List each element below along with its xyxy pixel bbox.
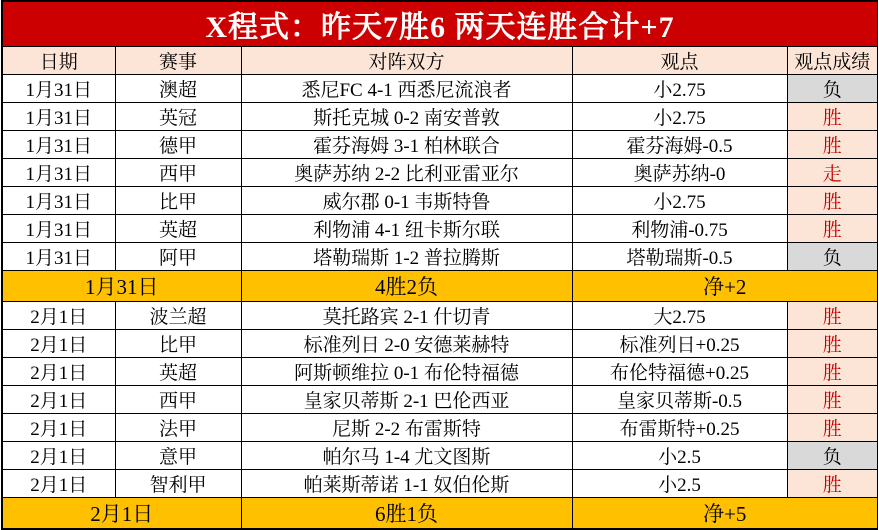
result-cell: 胜	[787, 330, 878, 358]
result-cell: 负	[787, 243, 878, 271]
league-cell: 澳超	[115, 75, 241, 103]
date-cell: 2月1日	[2, 386, 115, 414]
view-cell: 皇家贝蒂斯-0.5	[572, 386, 787, 414]
league-cell: 德甲	[115, 131, 241, 159]
match-cell: 霍芬海姆 3-1 柏林联合	[241, 131, 572, 159]
date-cell: 1月31日	[2, 103, 115, 131]
date-cell: 1月31日	[2, 187, 115, 215]
date-cell: 2月1日	[2, 302, 115, 330]
result-cell: 胜	[787, 215, 878, 243]
league-cell: 西甲	[115, 386, 241, 414]
result-cell: 胜	[787, 103, 878, 131]
date-cell: 2月1日	[2, 330, 115, 358]
date-cell: 2月1日	[2, 414, 115, 442]
view-cell: 小2.5	[572, 442, 787, 470]
match-row	[2, 187, 878, 215]
league-cell: 意甲	[115, 442, 241, 470]
match-row	[2, 159, 878, 187]
view-cell: 布伦特福德+0.25	[572, 358, 787, 386]
league-cell: 阿甲	[115, 243, 241, 271]
league-cell: 智利甲	[115, 470, 241, 498]
league-cell: 法甲	[115, 414, 241, 442]
result-cell: 负	[787, 442, 878, 470]
view-cell: 塔勒瑞斯-0.5	[572, 243, 787, 271]
date-cell: 1月31日	[2, 131, 115, 159]
summary-record-cell: 4胜2负	[241, 271, 572, 302]
date-cell: 1月31日	[2, 159, 115, 187]
summary-net-cell: 净+2	[572, 271, 878, 302]
match-row	[2, 75, 878, 103]
daily-summary-row	[2, 271, 878, 302]
view-cell: 小2.75	[572, 187, 787, 215]
column-header-2: 对阵双方	[241, 47, 572, 75]
view-cell: 奥萨苏纳-0	[572, 159, 787, 187]
league-cell: 比甲	[115, 330, 241, 358]
match-cell: 威尔郡 0-1 韦斯特鲁	[241, 187, 572, 215]
column-header-1: 赛事	[115, 47, 241, 75]
title-row	[2, 1, 878, 47]
league-cell: 英冠	[115, 103, 241, 131]
result-cell: 胜	[787, 131, 878, 159]
match-row	[2, 470, 878, 498]
daily-summary-row	[2, 498, 878, 530]
table-title: X程式：昨天7胜6 两天连胜合计+7	[2, 1, 878, 47]
match-cell: 皇家贝蒂斯 2-1 巴伦西亚	[241, 386, 572, 414]
match-row	[2, 330, 878, 358]
view-cell: 利物浦-0.75	[572, 215, 787, 243]
match-cell: 帕尔马 1-4 尤文图斯	[241, 442, 572, 470]
match-cell: 悉尼FC 4-1 西悉尼流浪者	[241, 75, 572, 103]
view-cell: 布雷斯特+0.25	[572, 414, 787, 442]
date-cell: 2月1日	[2, 442, 115, 470]
match-cell: 利物浦 4-1 纽卡斯尔联	[241, 215, 572, 243]
date-cell: 1月31日	[2, 243, 115, 271]
column-header-4: 观点成绩	[787, 47, 878, 75]
result-cell: 胜	[787, 470, 878, 498]
match-cell: 斯托克城 0-2 南安普敦	[241, 103, 572, 131]
view-cell: 标准列日+0.25	[572, 330, 787, 358]
match-row	[2, 302, 878, 330]
view-cell: 大2.75	[572, 302, 787, 330]
match-cell: 奥萨苏纳 2-2 比利亚雷亚尔	[241, 159, 572, 187]
summary-date-cell: 1月31日	[2, 271, 241, 302]
view-cell: 霍芬海姆-0.5	[572, 131, 787, 159]
match-row	[2, 131, 878, 159]
league-cell: 英超	[115, 215, 241, 243]
date-cell: 1月31日	[2, 75, 115, 103]
view-cell: 小2.5	[572, 470, 787, 498]
match-row	[2, 386, 878, 414]
prediction-table	[1, 0, 878, 530]
summary-record-cell: 6胜1负	[241, 498, 572, 530]
match-row	[2, 414, 878, 442]
match-cell: 帕莱斯蒂诺 1-1 奴伯伦斯	[241, 470, 572, 498]
result-cell: 胜	[787, 386, 878, 414]
result-cell: 胜	[787, 414, 878, 442]
result-cell: 走	[787, 159, 878, 187]
match-cell: 标准列日 2-0 安德莱赫特	[241, 330, 572, 358]
league-cell: 波兰超	[115, 302, 241, 330]
column-header-row	[2, 47, 878, 75]
date-cell: 2月1日	[2, 358, 115, 386]
result-cell: 负	[787, 75, 878, 103]
date-cell: 2月1日	[2, 470, 115, 498]
league-cell: 英超	[115, 358, 241, 386]
result-cell: 胜	[787, 187, 878, 215]
match-row	[2, 442, 878, 470]
match-cell: 塔勒瑞斯 1-2 普拉腾斯	[241, 243, 572, 271]
summary-net-cell: 净+5	[572, 498, 878, 530]
match-row	[2, 358, 878, 386]
league-cell: 比甲	[115, 187, 241, 215]
match-cell: 尼斯 2-2 布雷斯特	[241, 414, 572, 442]
column-header-3: 观点	[572, 47, 787, 75]
match-row	[2, 243, 878, 271]
league-cell: 西甲	[115, 159, 241, 187]
match-cell: 莫托路宾 2-1 什切青	[241, 302, 572, 330]
summary-date-cell: 2月1日	[2, 498, 241, 530]
match-row	[2, 215, 878, 243]
result-cell: 胜	[787, 358, 878, 386]
date-cell: 1月31日	[2, 215, 115, 243]
match-cell: 阿斯顿维拉 0-1 布伦特福德	[241, 358, 572, 386]
column-header-0: 日期	[2, 47, 115, 75]
match-row	[2, 103, 878, 131]
result-cell: 胜	[787, 302, 878, 330]
view-cell: 小2.75	[572, 75, 787, 103]
view-cell: 小2.75	[572, 103, 787, 131]
